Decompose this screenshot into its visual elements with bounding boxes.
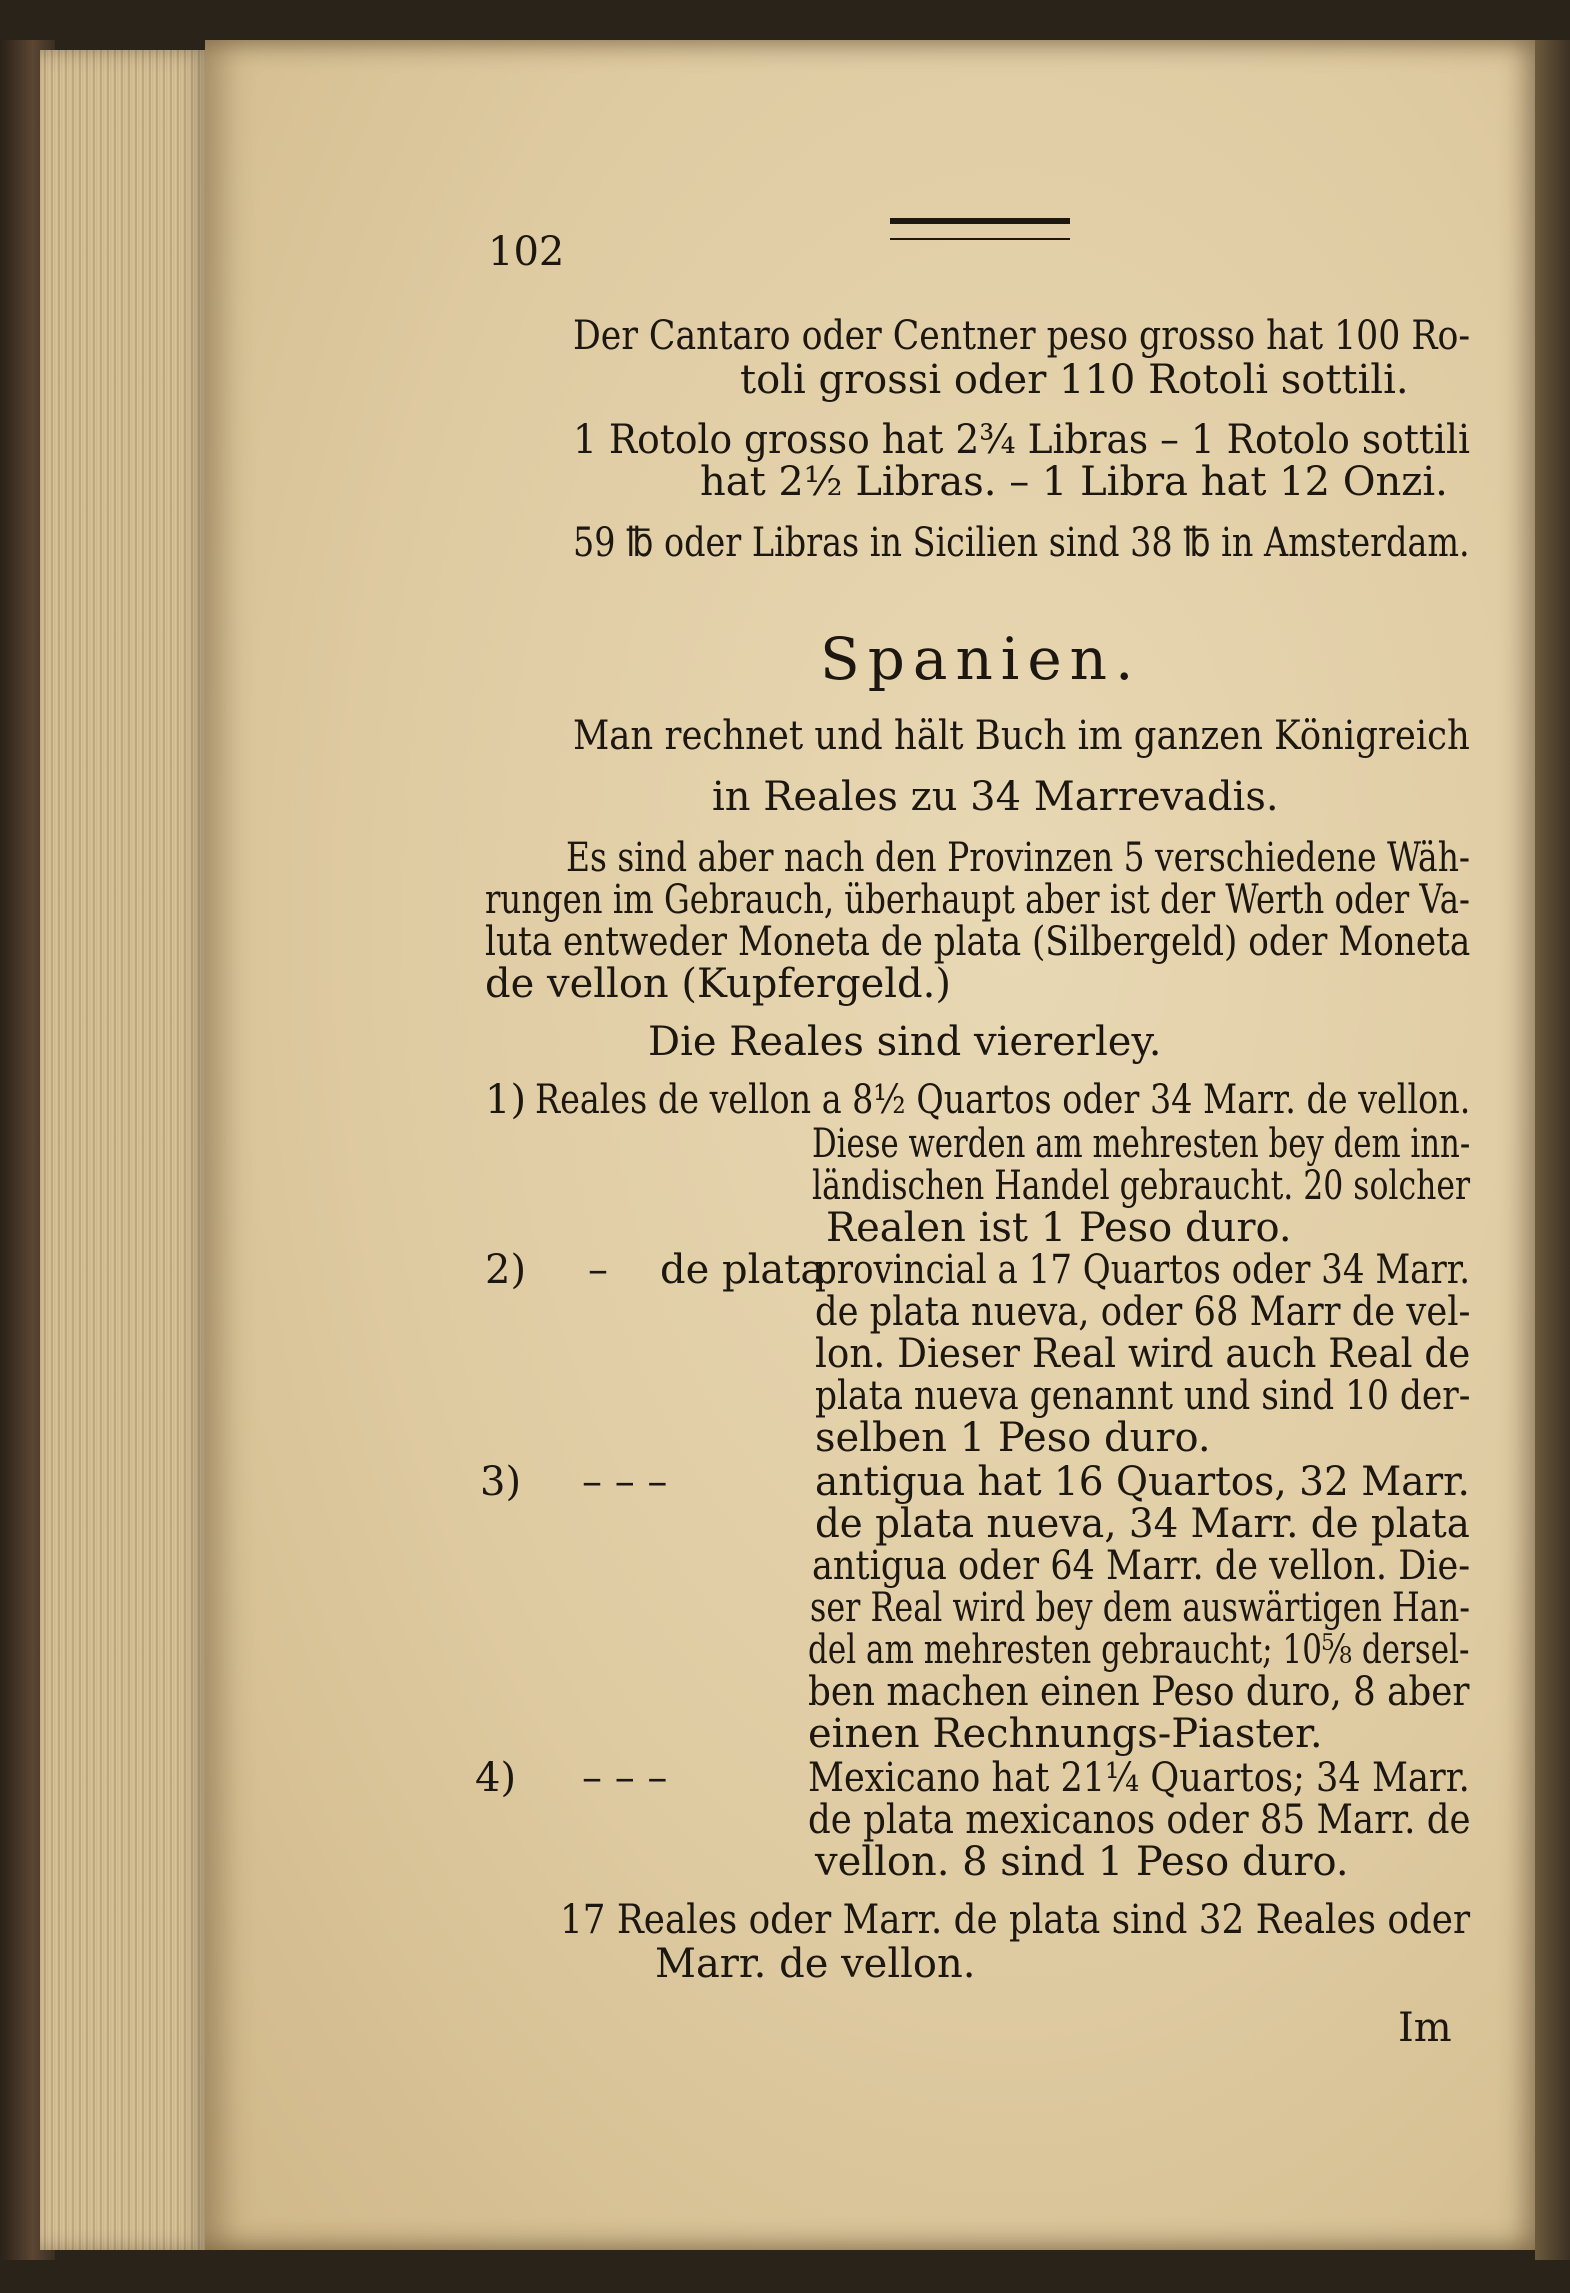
item-2-label: de plata — [660, 1247, 825, 1293]
item-2-line-3: lon. Dieser Real wird auch Real de — [815, 1331, 1471, 1377]
provinzen-line-2: rungen im Gebrauch, überhaupt aber ist der Werth oder Va- — [485, 877, 1470, 923]
intro-line-2: in Reales zu 34 Marrevadis. — [712, 774, 1279, 820]
item-3-line-7: einen Rechnungs-Piaster. — [808, 1711, 1323, 1757]
viererley-line: Die Reales sind viererley. — [648, 1019, 1162, 1065]
provinzen-line-1: Es sind aber nach den Provinzen 5 verschiedene Wäh- — [566, 835, 1471, 881]
item-3-line-6: ben machen einen Peso duro, 8 aber — [808, 1669, 1470, 1715]
item-1-line-2: ländischen Handel gebraucht. 20 solcher — [812, 1163, 1471, 1209]
item-2-line-5: selben 1 Peso duro. — [815, 1415, 1211, 1461]
catchword: Im — [1398, 2005, 1452, 2051]
page-number: 102 — [488, 229, 565, 275]
provinzen-line-3: luta entweder Moneta de plata (Silbergeld) oder Moneta — [485, 919, 1471, 965]
item-3-line-3: antigua oder 64 Marr. de vellon. Die- — [812, 1543, 1471, 1589]
item-2-dash: – — [588, 1247, 608, 1293]
item-1-line-1: Diese werden am mehresten bey dem inn- — [812, 1121, 1471, 1167]
item-2-line-4: plata nueva genannt und sind 10 der- — [815, 1373, 1471, 1419]
item-4-dashes: – – – — [582, 1755, 668, 1801]
item-2-line-2: de plata nueva, oder 68 Marr de vel- — [815, 1289, 1471, 1335]
item-4-line-1: Mexicano hat 21¼ Quartos; 34 Marr. — [808, 1755, 1470, 1801]
item-3-line-4: ser Real wird bey dem auswärtigen Han- — [810, 1585, 1470, 1631]
item-4-line-2: de plata mexicanos oder 85 Marr. de — [808, 1797, 1471, 1843]
item-4-line-3: vellon. 8 sind 1 Peso duro. — [815, 1839, 1349, 1885]
closing-line-2: Marr. de vellon. — [655, 1941, 976, 1987]
rotolo-line-1: 1 Rotolo grosso hat 2¾ Libras – 1 Rotolo sottili — [573, 417, 1470, 463]
closing-line-1: 17 Reales oder Marr. de plata sind 32 Reales oder — [560, 1897, 1471, 1943]
intro-line-1: Man rechnet und hält Buch im ganzen Königreich — [573, 713, 1470, 759]
item-2-number: 2) — [485, 1247, 527, 1293]
header-rule — [890, 218, 1070, 240]
item-1-number: 1) — [485, 1077, 527, 1123]
item-3-line-1: antigua hat 16 Quartos, 32 Marr. — [815, 1459, 1470, 1505]
item-4-number: 4) — [475, 1755, 517, 1801]
book-spine-right — [1535, 40, 1570, 2260]
cantaro-line-2: toli grossi oder 110 Rotoli sottili. — [740, 357, 1409, 403]
sicilien-line: 59 ℔ oder Libras in Sicilien sind 38 ℔ in Amsterdam. — [573, 520, 1470, 566]
item-1-line-3: Realen ist 1 Peso duro. — [826, 1205, 1292, 1251]
section-heading: Spanien. — [820, 625, 1142, 693]
item-1-head: Reales de vellon a 8½ Quartos oder 34 Marr. de vellon. — [535, 1077, 1471, 1123]
cantaro-line-1: Der Cantaro oder Centner peso grosso hat 100 Ro- — [573, 313, 1471, 359]
item-3-line-5: del am mehresten gebraucht; 10⅝ dersel- — [808, 1627, 1470, 1673]
item-3-line-2: de plata nueva, 34 Marr. de plata — [815, 1501, 1470, 1547]
item-3-dashes: – – – — [582, 1459, 668, 1505]
page-edges — [40, 50, 210, 2250]
rotolo-line-2: hat 2½ Libras. – 1 Libra hat 12 Onzi. — [700, 459, 1448, 505]
item-3-number: 3) — [480, 1459, 522, 1505]
item-2-line-1: provincial a 17 Quartos oder 34 Marr. — [815, 1247, 1471, 1293]
provinzen-line-4: de vellon (Kupfergeld.) — [485, 961, 951, 1007]
